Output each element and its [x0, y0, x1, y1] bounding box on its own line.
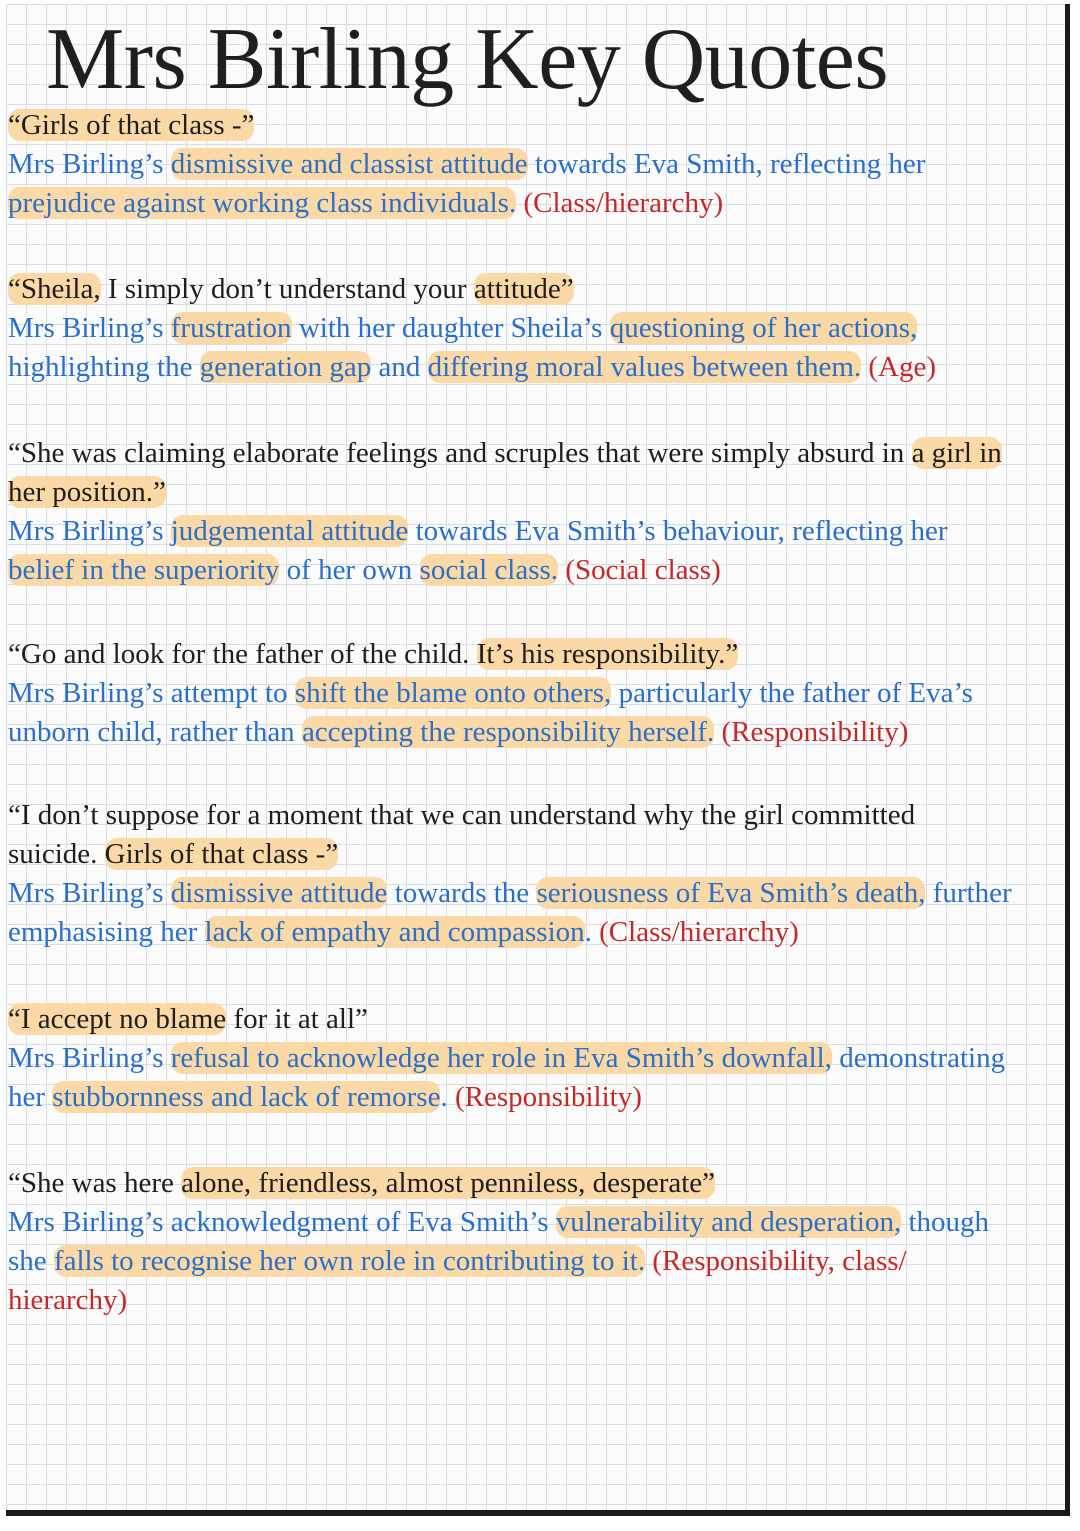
- quote-line: [8, 796, 1064, 835]
- explanation-line: [8, 674, 1064, 713]
- highlighted-phrase: generation gap: [199, 351, 372, 383]
- quote-line: [8, 270, 1064, 309]
- text-segment: Mrs Birling’s: [8, 1042, 171, 1074]
- text-segment: emphasising her: [8, 916, 205, 948]
- theme-tag: hierarchy): [8, 1284, 128, 1316]
- quote-line: [8, 434, 1064, 473]
- text-segment: further: [925, 877, 1012, 909]
- text-segment: I simply don’t understand your: [100, 273, 474, 305]
- text-segment: Mrs Birling’s: [8, 312, 171, 344]
- quote-entry: [8, 1000, 1064, 1117]
- theme-tag: (Age): [861, 351, 937, 383]
- explanation-line: [8, 1078, 1064, 1117]
- text-segment: .: [440, 1081, 455, 1113]
- explanation-line: [8, 874, 1064, 913]
- quote-line: [8, 106, 1064, 145]
- highlighted-phrase: lack of empathy and compassion: [204, 916, 585, 948]
- explanation-line: [8, 145, 1064, 184]
- quote-entry: [8, 635, 1064, 752]
- quote-explanation: [8, 874, 1064, 952]
- explanation-line: [8, 1281, 1064, 1320]
- quote-text: [8, 1000, 1064, 1039]
- text-segment: demonstrating: [831, 1042, 1006, 1074]
- highlighted-phrase: refusal to acknowledge her role in Eva Smith’s downfall,: [170, 1042, 832, 1074]
- text-segment: highlighting the: [8, 351, 200, 383]
- text-segment: with her daughter Sheila’s: [291, 312, 610, 344]
- quote-explanation: [8, 145, 1064, 223]
- quote-text: [8, 434, 1064, 512]
- quote-entry: [8, 1164, 1064, 1320]
- highlighted-phrase: It’s his responsibility.”: [476, 638, 739, 670]
- highlighted-phrase: falls to recognise her own role in contributing to it.: [53, 1245, 646, 1277]
- explanation-line: [8, 913, 1064, 952]
- theme-tag: (Responsibility, class/: [645, 1245, 907, 1277]
- text-segment: for it at all”: [226, 1003, 368, 1035]
- text-segment: Mrs Birling’s attempt to: [8, 677, 295, 709]
- quote-line: [8, 835, 1064, 874]
- highlighted-phrase: differing moral values between them.: [427, 351, 862, 383]
- text-segment: “She was here: [8, 1167, 182, 1199]
- highlighted-phrase: vulnerability and desperation,: [555, 1206, 902, 1238]
- text-segment: towards Eva Smith, reflecting her: [527, 148, 926, 180]
- explanation-line: [8, 1242, 1064, 1281]
- theme-tag: (Responsibility): [454, 1081, 642, 1113]
- text-segment: Mrs Birling’s: [8, 515, 171, 547]
- quote-explanation: [8, 309, 1064, 387]
- quote-line: [8, 473, 1064, 512]
- quote-entry: [8, 434, 1064, 590]
- quote-line: [8, 1164, 1064, 1203]
- highlighted-phrase: “I accept no blame: [8, 1003, 227, 1035]
- theme-tag: (Social class): [558, 554, 721, 586]
- text-segment: particularly the father of Eva’s: [611, 677, 973, 709]
- explanation-line: [8, 348, 1064, 387]
- explanation-line: [8, 1039, 1064, 1078]
- highlighted-phrase: judgemental attitude: [170, 515, 409, 547]
- text-segment: she: [8, 1245, 54, 1277]
- theme-tag: (Class/hierarchy): [599, 916, 799, 948]
- quote-entry: [8, 106, 1064, 223]
- quote-text: [8, 270, 1064, 309]
- note-page: [6, 4, 1070, 1516]
- text-segment: Mrs Birling’s: [8, 877, 171, 909]
- explanation-line: [8, 512, 1064, 551]
- text-segment: though: [901, 1206, 990, 1238]
- explanation-line: [8, 309, 1064, 348]
- highlighted-phrase: alone, friendless, almost penniless, desperate”: [181, 1167, 716, 1199]
- text-segment: towards the: [387, 877, 537, 909]
- text-segment: “She was claiming elaborate feelings and scruples that were simply absurd in: [8, 437, 912, 469]
- quote-text: [8, 1164, 1064, 1203]
- text-segment: .: [584, 916, 600, 948]
- theme-tag: (Class/hierarchy): [516, 187, 724, 219]
- theme-tag: (Responsibility): [714, 716, 909, 748]
- explanation-line: [8, 551, 1064, 590]
- highlighted-phrase: a girl in: [911, 437, 1002, 469]
- quote-explanation: [8, 1039, 1064, 1117]
- highlighted-phrase: “Sheila,: [8, 273, 101, 305]
- highlighted-phrase: dismissive and classist attitude: [170, 148, 528, 180]
- highlighted-phrase: shift the blame onto others,: [294, 677, 612, 709]
- text-segment: her: [8, 1081, 53, 1113]
- quote-line: [8, 1000, 1064, 1039]
- text-segment: Mrs Birling’s acknowledgment of Eva Smith’s: [8, 1206, 556, 1238]
- text-segment: “Go and look for the father of the child.: [8, 638, 477, 670]
- explanation-line: [8, 1203, 1064, 1242]
- quote-explanation: [8, 512, 1064, 590]
- quote-explanation: [8, 1203, 1064, 1320]
- quote-text: [8, 796, 1064, 874]
- quote-text: [8, 635, 1064, 674]
- highlighted-phrase: accepting the responsibility herself.: [301, 716, 715, 748]
- text-segment: towards Eva Smith’s behaviour, reflecting her: [408, 515, 948, 547]
- text-segment: and: [371, 351, 428, 383]
- quote-text: [8, 106, 1064, 145]
- quote-entry: [8, 270, 1064, 387]
- highlighted-phrase: dismissive attitude: [170, 877, 388, 909]
- highlighted-phrase: “Girls of that class -”: [8, 109, 255, 141]
- quote-explanation: [8, 674, 1064, 752]
- highlighted-phrase: Girls of that class -”: [104, 838, 339, 870]
- highlighted-phrase: social class.: [419, 554, 559, 586]
- text-segment: “I don’t suppose for a moment that we can understand why the girl committed: [8, 799, 916, 831]
- explanation-line: [8, 184, 1064, 223]
- text-segment: of her own: [279, 554, 420, 586]
- highlighted-phrase: her position.”: [8, 476, 166, 508]
- explanation-line: [8, 713, 1064, 752]
- page-title: Mrs Birling Key Quotes: [46, 11, 889, 108]
- highlighted-phrase: seriousness of Eva Smith’s death,: [536, 877, 926, 909]
- highlighted-phrase: prejudice against working class individuals.: [8, 187, 517, 219]
- highlighted-phrase: stubbornness and lack of remorse: [52, 1081, 441, 1113]
- text-segment: Mrs Birling’s: [8, 148, 171, 180]
- text-segment: unborn child, rather than: [8, 716, 302, 748]
- highlighted-phrase: questioning of her actions,: [609, 312, 918, 344]
- text-segment: suicide.: [8, 838, 105, 870]
- quote-entry: [8, 796, 1064, 952]
- highlighted-phrase: belief in the superiority: [8, 554, 280, 586]
- quote-line: [8, 635, 1064, 674]
- highlighted-phrase: attitude”: [473, 273, 574, 305]
- highlighted-phrase: frustration: [170, 312, 292, 344]
